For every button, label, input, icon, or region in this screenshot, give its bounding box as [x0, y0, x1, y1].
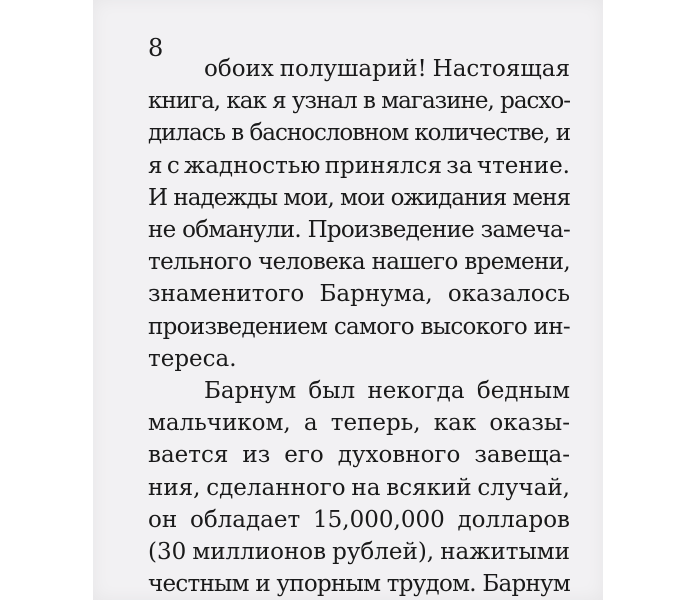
- text-line: он обладает 15,000,000 долларов: [148, 506, 570, 533]
- text-line: (30 миллионов рублей), нажитыми: [148, 539, 570, 566]
- text-line: вается из его духовного завеща-: [148, 442, 570, 469]
- text-line: тельного человека нашего времени,: [148, 249, 570, 276]
- text-line: мальчиком, а теперь, как оказы-: [148, 410, 570, 437]
- paragraph-2: [148, 375, 570, 600]
- text-line: я с жадностью принялся за чтение.: [148, 152, 570, 179]
- page-number: 8: [148, 34, 164, 62]
- text-line: произведением самого высокого ин-: [148, 313, 570, 340]
- text-line: И надежды мои, мои ожидания меня: [148, 184, 570, 211]
- text-line: дилась в баснословном количестве, и: [148, 120, 570, 147]
- text-line: тереса.: [148, 345, 237, 372]
- body-text: [148, 53, 570, 600]
- text-line: честным и упорным трудом. Барнум: [148, 571, 570, 598]
- text-line: ния, сделанного на всякий случай,: [148, 474, 570, 501]
- text-line: не обманули. Произведение замеча-: [148, 217, 570, 244]
- text-line: Барнум был некогда бедным: [204, 378, 570, 405]
- paragraph-1: [148, 53, 570, 375]
- text-line: книга, как я узнал в магазине, расхо-: [148, 88, 570, 115]
- text-line: обоих полушарий! Настоящая: [204, 56, 570, 82]
- text-line: знаменитого Барнума, оказалось: [148, 281, 570, 308]
